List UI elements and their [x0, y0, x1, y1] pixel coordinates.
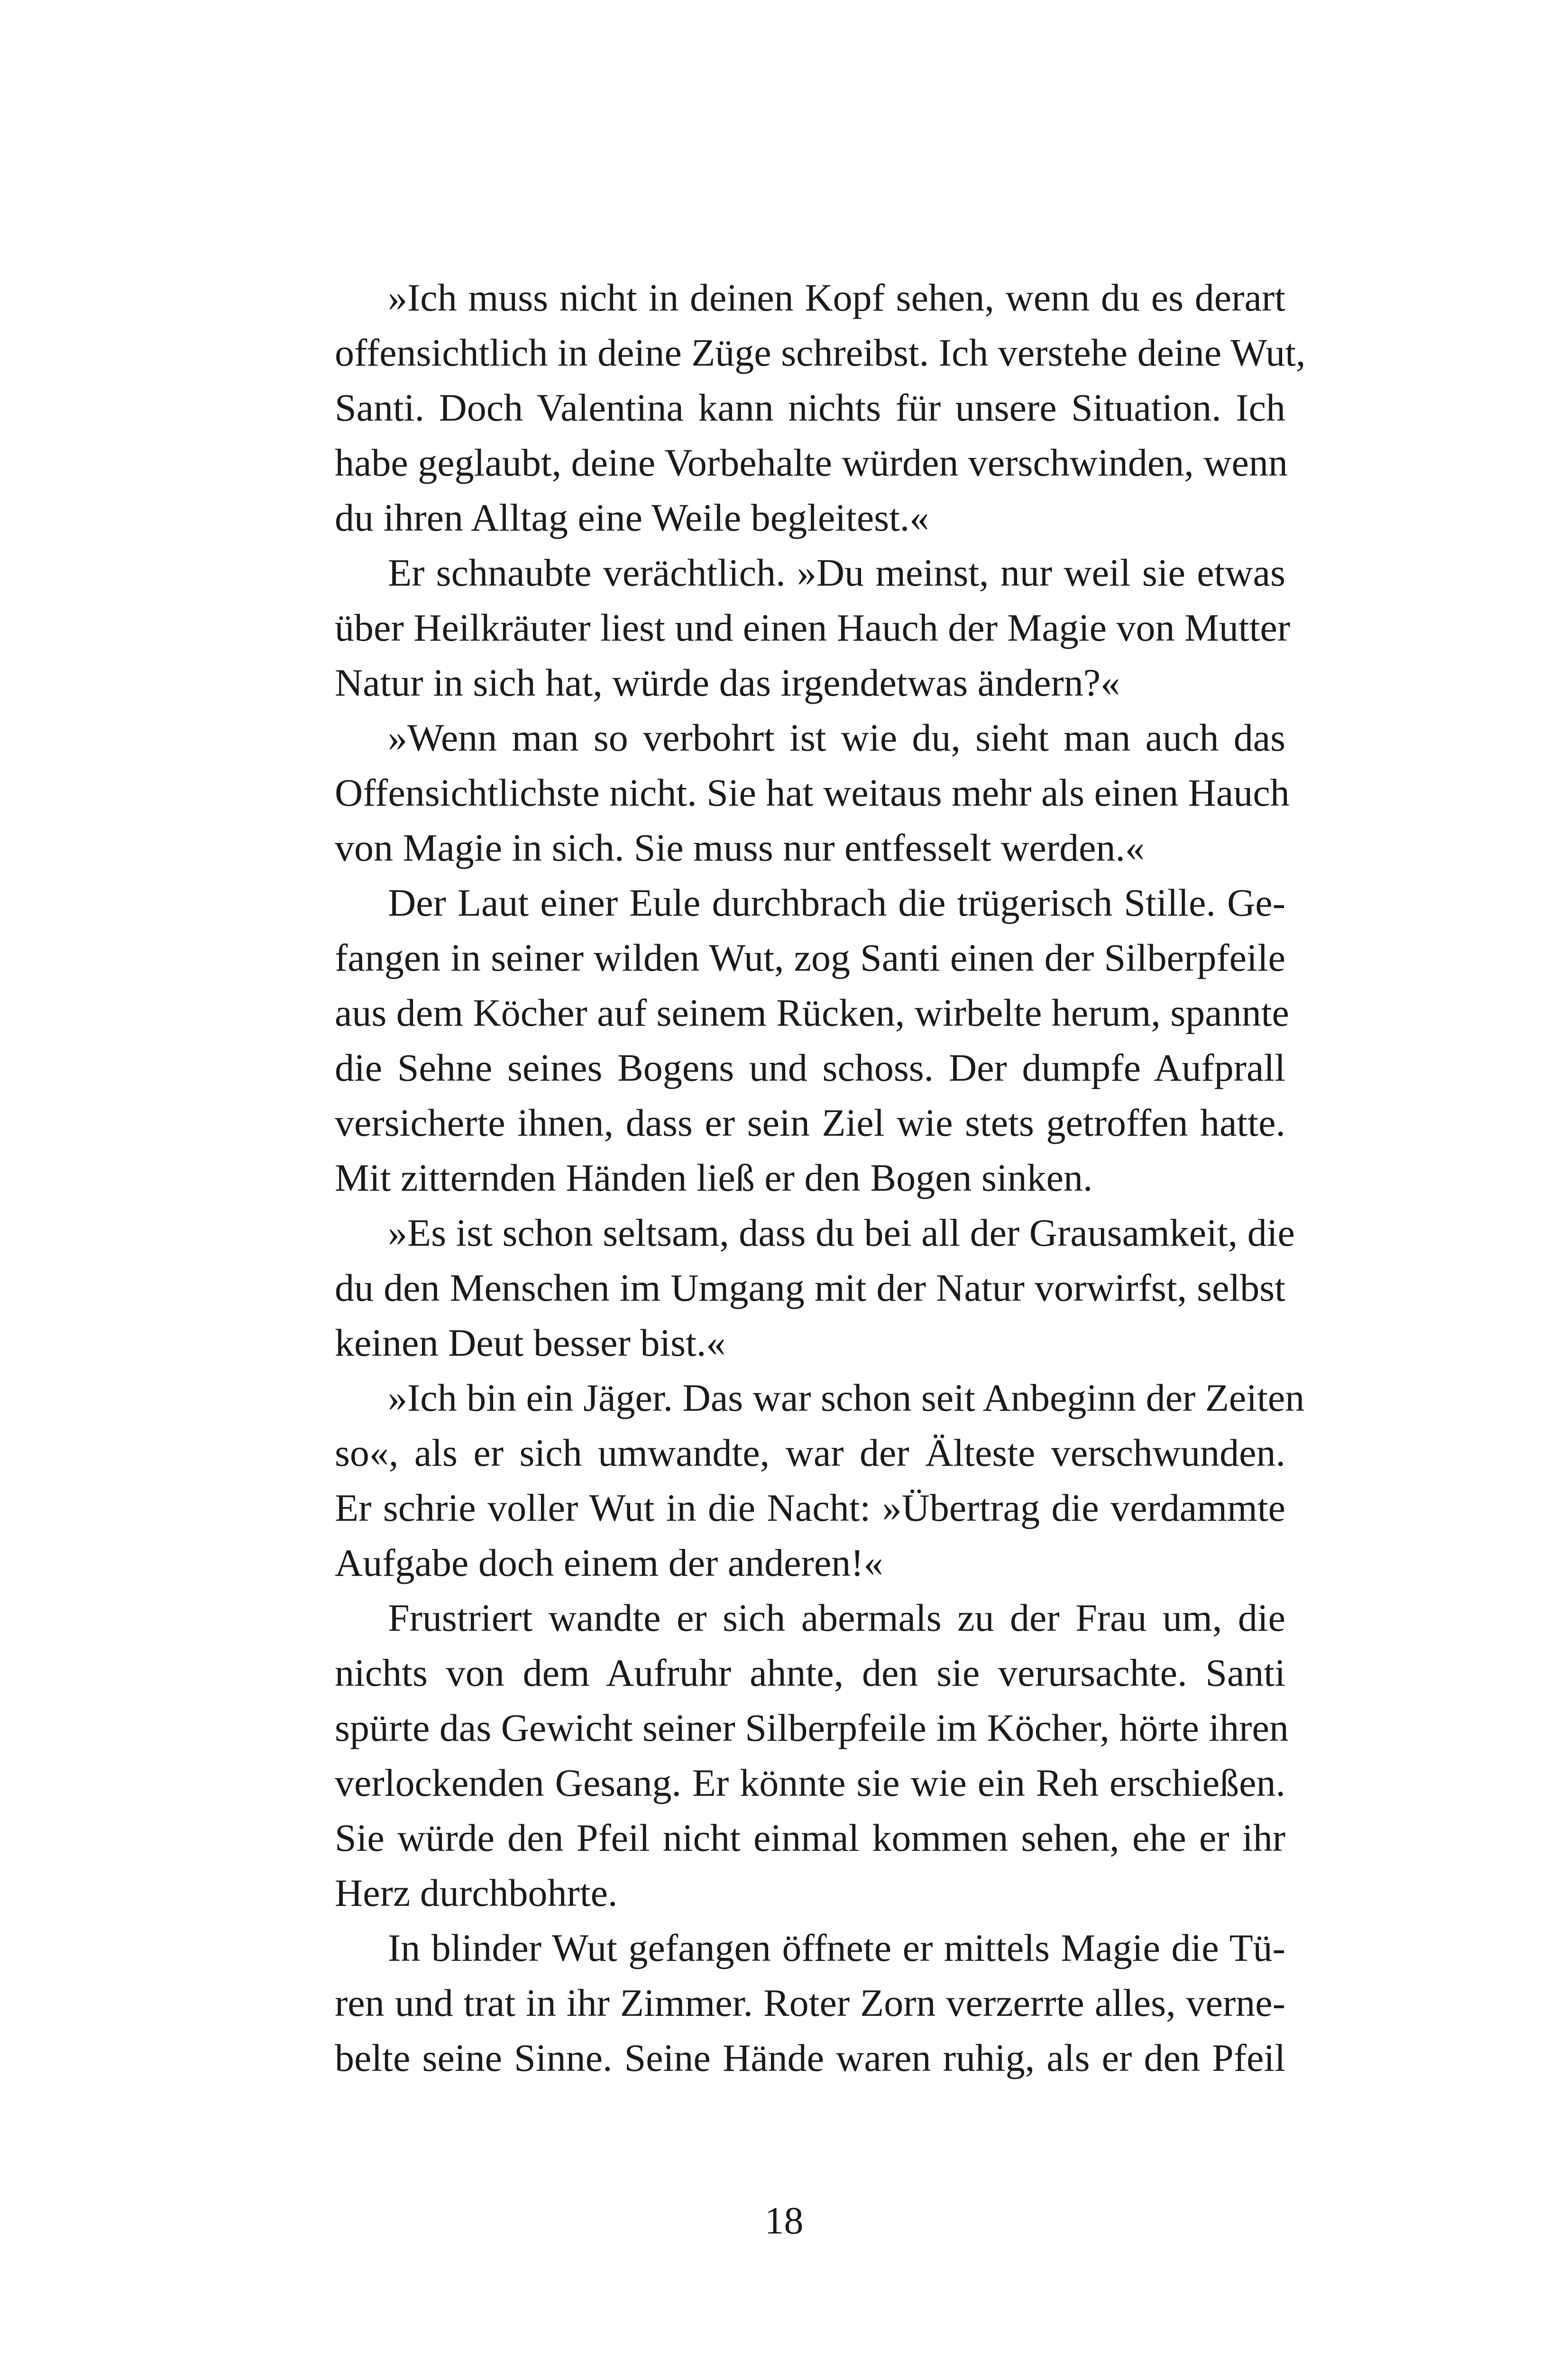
text-line: aus dem Köcher auf seinem Rücken, wirbelte herum, spannte	[335, 991, 1289, 1034]
text-line: Er schnaubte verächtlich. »Du meinst, nur weil sie etwas	[388, 551, 1285, 594]
text-line: offensichtlich in deine Züge schreibst. Ich verstehe deine Wut,	[335, 331, 1306, 374]
text-line: Herz durchbohrte.	[335, 1871, 618, 1914]
text-line: verlockenden Gesang. Er könnte sie wie ein Reh erschießen.	[335, 1761, 1285, 1804]
text-line: Frustriert wandte er sich abermals zu der Frau um, die	[388, 1596, 1285, 1639]
text-line: die Sehne seines Bogens und schoss. Der dumpfe Aufprall	[335, 1046, 1285, 1089]
text-line: du ihren Alltag eine Weile begleitest.«	[335, 496, 929, 539]
text-line: »Es ist schon seltsam, dass du bei all der Grausamkeit, die	[388, 1211, 1295, 1254]
text-line: nichts von dem Aufruhr ahnte, den sie verursachte. Santi	[335, 1651, 1285, 1694]
text-line: Mit zitternden Händen ließ er den Bogen sinken.	[335, 1156, 1093, 1199]
text-line: belte seine Sinne. Seine Hände waren ruhig, als er den Pfeil	[335, 2036, 1285, 2079]
text-line: »Ich muss nicht in deinen Kopf sehen, wenn du es derart	[388, 276, 1285, 319]
page-number: 18	[764, 2199, 804, 2242]
text-line: ren und trat in ihr Zimmer. Roter Zorn verzerrte alles, verne-	[335, 1981, 1285, 2024]
text-line: Er schrie voller Wut in die Nacht: »Übertrag die verdammte	[335, 1486, 1285, 1529]
text-line: über Heilkräuter liest und einen Hauch der Magie von Mutter	[335, 606, 1291, 649]
text-line: von Magie in sich. Sie muss nur entfesselt werden.«	[335, 826, 1145, 869]
text-line: Offensichtlichste nicht. Sie hat weitaus mehr als einen Hauch	[335, 771, 1290, 814]
text-line: Aufgabe doch einem der anderen!«	[335, 1541, 883, 1584]
text-line: Der Laut einer Eule durchbrach die trügerisch Stille. Ge-	[388, 881, 1285, 924]
text-line: habe geglaubt, deine Vorbehalte würden verschwinden, wenn	[335, 441, 1288, 484]
text-line: Sie würde den Pfeil nicht einmal kommen sehen, ehe er ihr	[335, 1816, 1285, 1859]
text-line: Santi. Doch Valentina kann nichts für unsere Situation. Ich	[335, 386, 1285, 429]
text-line: du den Menschen im Umgang mit der Natur vorwirfst, selbst	[335, 1266, 1285, 1309]
text-line: keinen Deut besser bist.«	[335, 1321, 726, 1364]
text-line: »Wenn man so verbohrt ist wie du, sieht man auch das	[388, 716, 1285, 759]
text-line: »Ich bin ein Jäger. Das war schon seit Anbeginn der Zeiten	[388, 1376, 1305, 1419]
text-line: Natur in sich hat, würde das irgendetwas ändern?«	[335, 661, 1120, 704]
text-line: fangen in seiner wilden Wut, zog Santi einen der Silberpfeile	[335, 936, 1285, 979]
text-line: spürte das Gewicht seiner Silberpfeile im Köcher, hörte ihren	[335, 1706, 1289, 1749]
body-text	[335, 270, 1306, 2086]
text-line: In blinder Wut gefangen öffnete er mittels Magie die Tü-	[388, 1926, 1285, 1969]
text-line: versicherte ihnen, dass er sein Ziel wie stets getroffen hatte.	[335, 1101, 1285, 1144]
text-line: so«, als er sich umwandte, war der Älteste verschwunden.	[335, 1431, 1285, 1474]
